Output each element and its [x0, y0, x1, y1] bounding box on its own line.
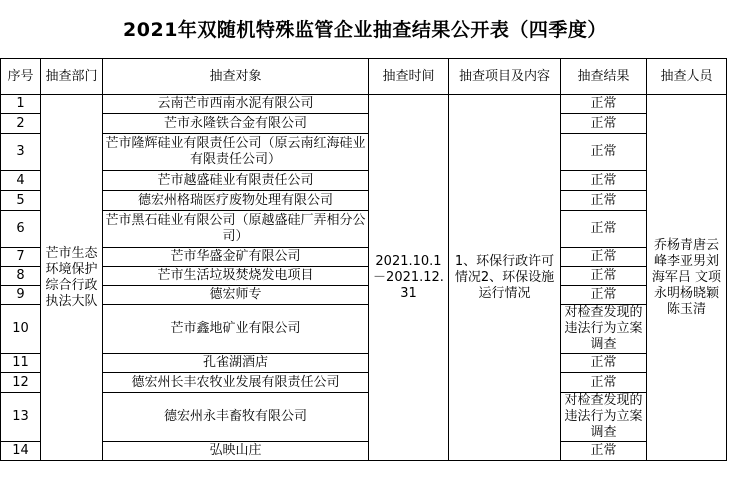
result-cell: 正常	[561, 134, 647, 171]
result-cell: 正常	[561, 354, 647, 373]
target-cell: 芒市隆辉硅业有限责任公司（原云南红海硅业有限责任公司）	[103, 134, 369, 171]
row-number-cell: 1	[1, 95, 41, 114]
table-row	[1, 393, 727, 442]
col-header-items: 抽查项目及内容	[449, 59, 561, 95]
row-number-cell: 5	[1, 191, 41, 211]
table-row	[1, 211, 727, 248]
target-cell: 芒市生活垃圾焚烧发电项目	[103, 267, 369, 286]
result-cell: 对检查发现的违法行为立案调查	[561, 393, 647, 442]
row-number-cell: 14	[1, 442, 41, 461]
result-cell: 正常	[561, 267, 647, 286]
table-row	[1, 248, 727, 267]
target-cell: 德宏州长丰农牧业发展有限责任公司	[103, 373, 369, 393]
col-header-dept: 抽查部门	[41, 59, 103, 95]
target-cell: 云南芒市西南水泥有限公司	[103, 95, 369, 114]
table-row	[1, 305, 727, 354]
row-number-cell: 10	[1, 305, 41, 354]
row-number-cell: 8	[1, 267, 41, 286]
target-cell: 芒市越盛硅业有限责任公司	[103, 171, 369, 191]
result-cell: 正常	[561, 373, 647, 393]
target-cell: 芒市黑石硅业有限公司（原越盛硅厂弄相分公司）	[103, 211, 369, 248]
table-row	[1, 171, 727, 191]
target-cell: 芒市鑫地矿业有限公司	[103, 305, 369, 354]
row-number-cell: 11	[1, 354, 41, 373]
result-cell: 正常	[561, 95, 647, 114]
result-cell: 正常	[561, 211, 647, 248]
result-cell: 正常	[561, 114, 647, 134]
target-cell: 弘映山庄	[103, 442, 369, 461]
target-cell: 德宏师专	[103, 286, 369, 305]
table-row	[1, 134, 727, 171]
staff-cell: 乔杨青唐云峰李亚男刘海军吕 文项永明杨晓颖陈玉清	[647, 95, 727, 461]
table-row	[1, 114, 727, 134]
row-number-cell: 13	[1, 393, 41, 442]
col-header-result: 抽查结果	[561, 59, 647, 95]
row-number-cell: 4	[1, 171, 41, 191]
result-cell: 正常	[561, 191, 647, 211]
row-number-cell: 2	[1, 114, 41, 134]
col-header-target: 抽查对象	[103, 59, 369, 95]
result-cell: 正常	[561, 248, 647, 267]
col-header-time: 抽查时间	[369, 59, 449, 95]
dept-cell: 芒市生态环境保护综合行政执法大队	[41, 95, 103, 461]
page-title: 2021年双随机特殊监管企业抽查结果公开表（四季度）	[123, 18, 607, 41]
result-cell: 正常	[561, 286, 647, 305]
target-cell: 德宏州格瑞医疗废物处理有限公司	[103, 191, 369, 211]
col-header-staff: 抽查人员	[647, 59, 727, 95]
table-row	[1, 95, 727, 114]
row-number-cell: 7	[1, 248, 41, 267]
time-cell: 2021.10.1－2021.12.31	[369, 95, 449, 461]
row-number-cell: 12	[1, 373, 41, 393]
header-row	[1, 59, 727, 95]
row-number-cell: 6	[1, 211, 41, 248]
results-table	[0, 58, 727, 461]
target-cell: 德宏州永丰畜牧有限公司	[103, 393, 369, 442]
table-row	[1, 373, 727, 393]
row-number-cell: 3	[1, 134, 41, 171]
col-header-no: 序号	[1, 59, 41, 95]
target-cell: 孔雀湖酒店	[103, 354, 369, 373]
row-number-cell: 9	[1, 286, 41, 305]
items-cell: 1、环保行政许可情况2、环保设施运行情况	[449, 95, 561, 461]
table-row	[1, 354, 727, 373]
table-row	[1, 191, 727, 211]
table-row	[1, 286, 727, 305]
result-cell: 正常	[561, 171, 647, 191]
table-row	[1, 267, 727, 286]
target-cell: 芒市华盛金矿有限公司	[103, 248, 369, 267]
result-cell: 正常	[561, 442, 647, 461]
result-cell: 对检查发现的违法行为立案调查	[561, 305, 647, 354]
table-row	[1, 442, 727, 461]
target-cell: 芒市永隆铁合金有限公司	[103, 114, 369, 134]
